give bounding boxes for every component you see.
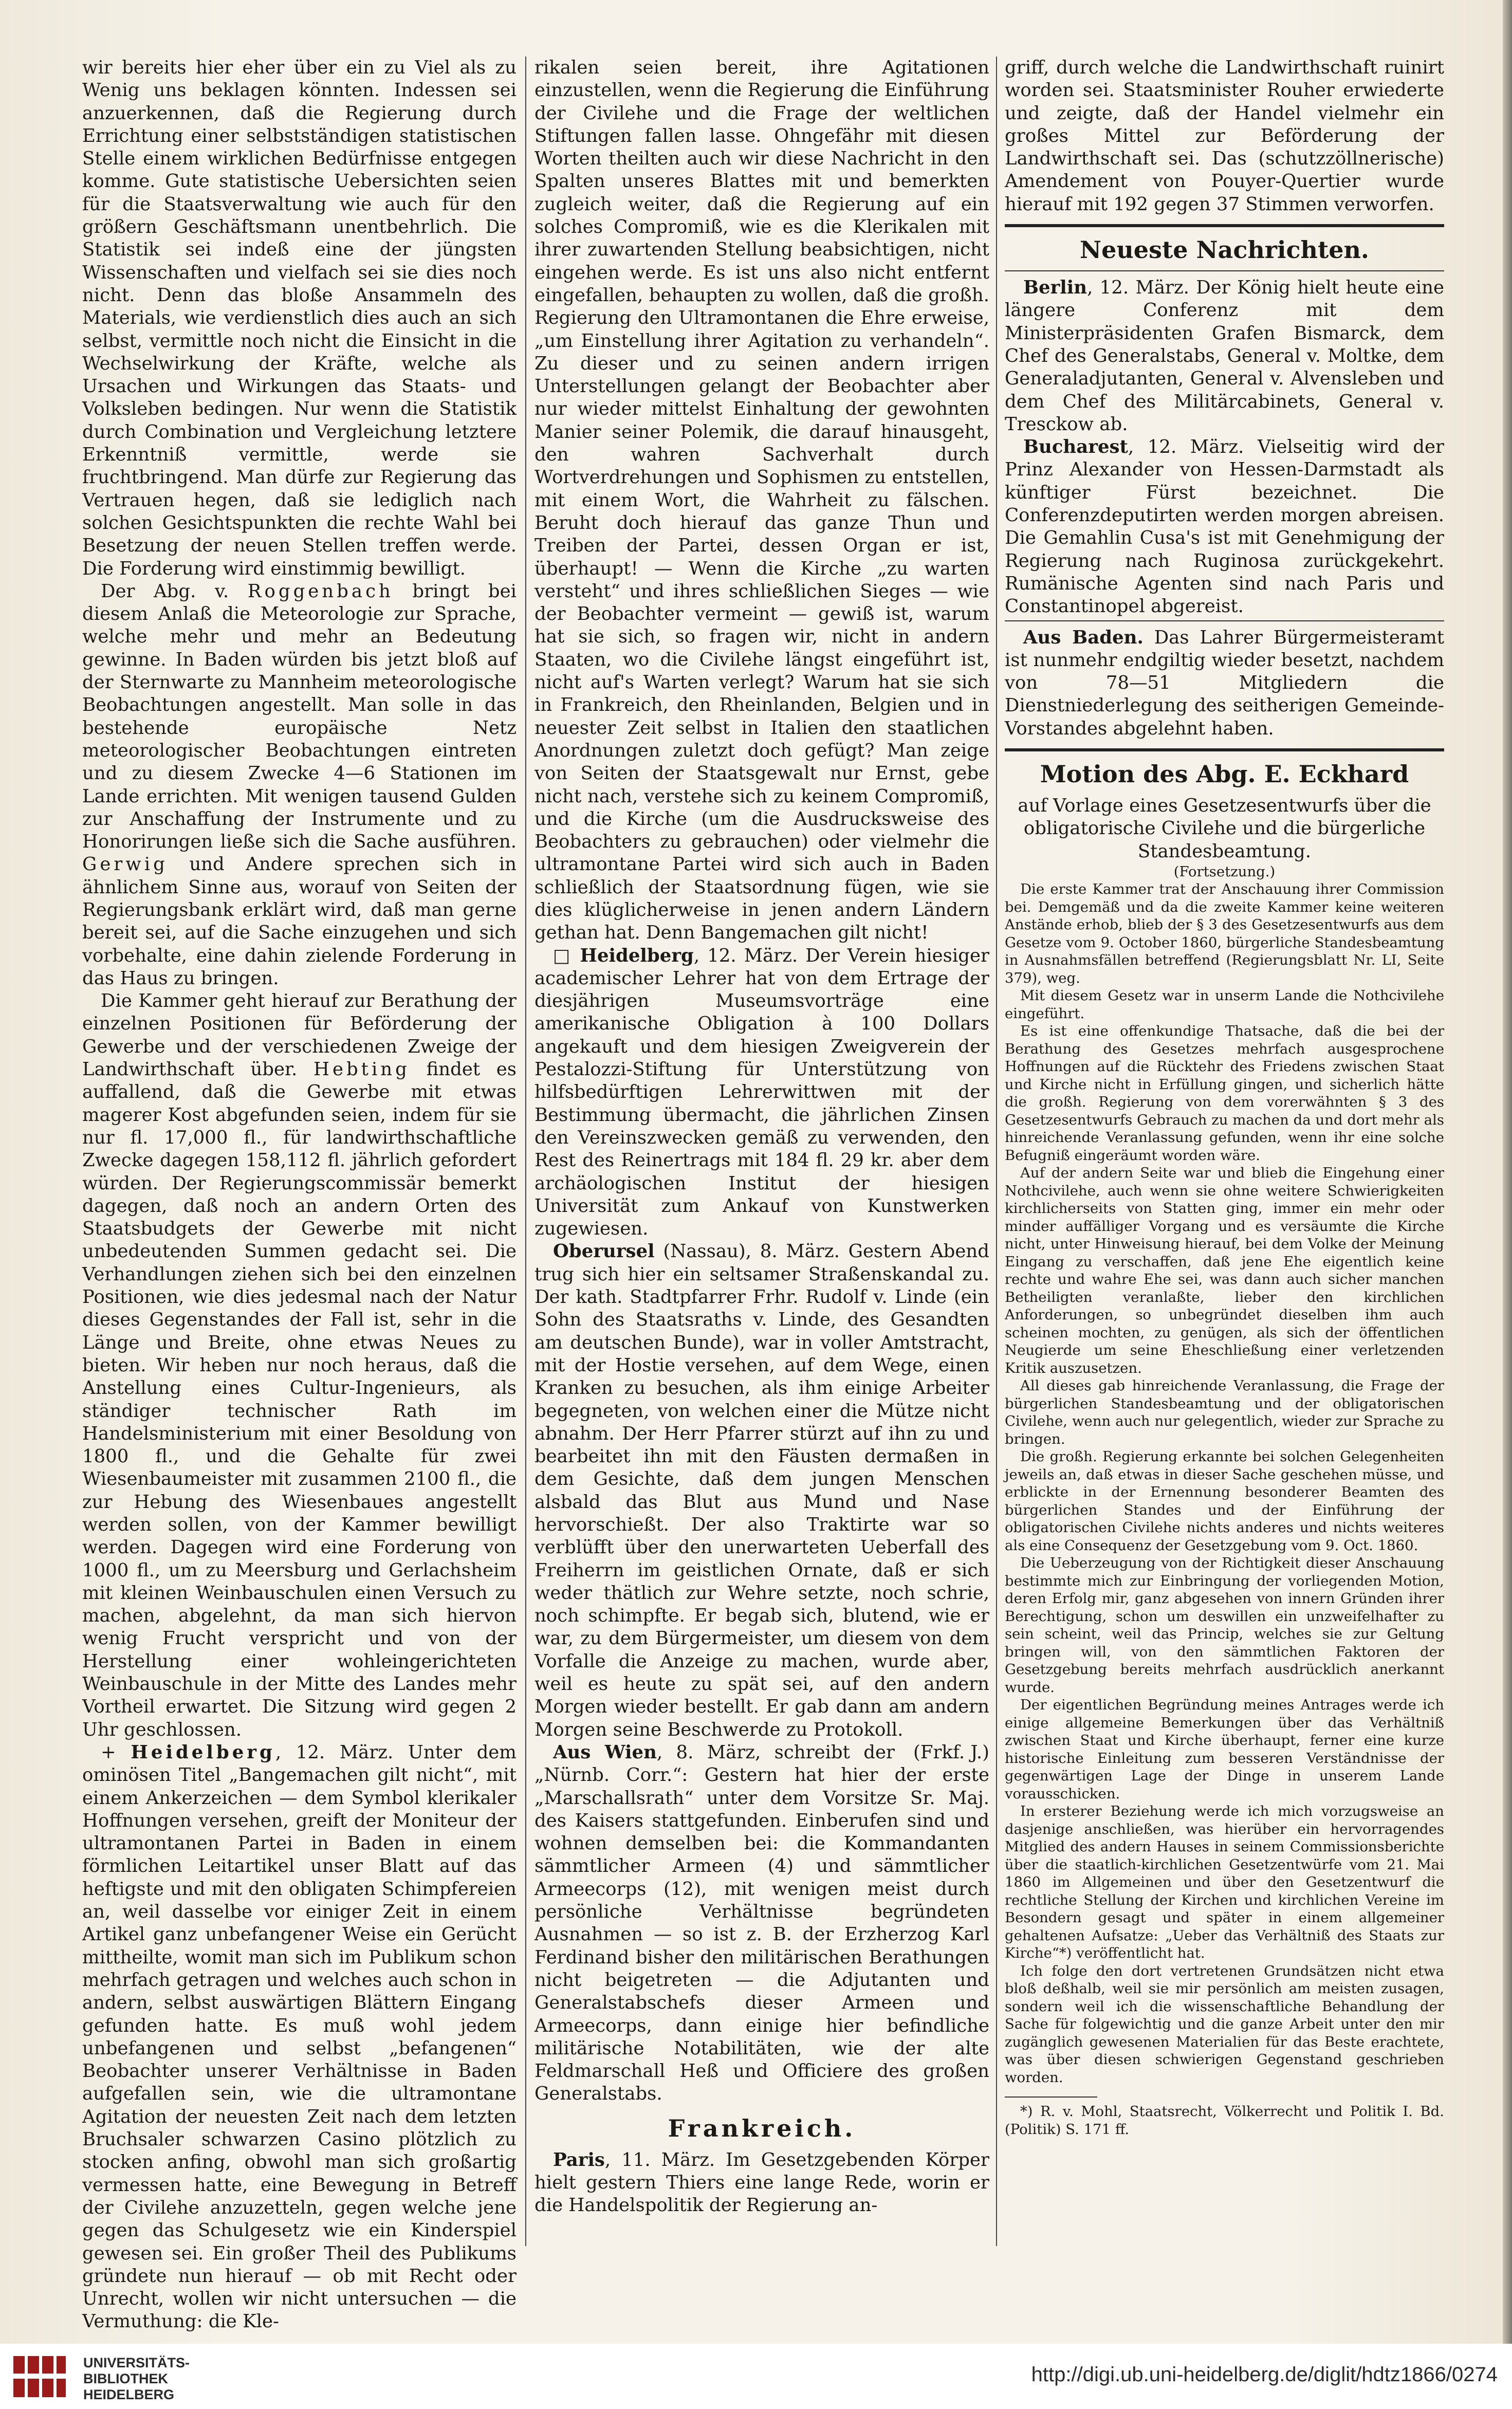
dateline-date: , 12. März. <box>693 945 798 966</box>
motion-paragraph: Mit diesem Gesetz war in unserm Lande die Nothcivilehe eingeführt. <box>1005 987 1444 1022</box>
dateline-date: , 8. März, <box>656 1741 761 1763</box>
dateline-place: Berlin <box>1023 277 1087 299</box>
column-rule-2 <box>996 57 997 2246</box>
article-paragraph: Oberursel (Nassau), 8. März. Gestern Abend trug sich hier ein seltsamer Straßenskandal zu. Der kath. Stadtpfarrer Frhr. Rudolf v. Linde (ein Sohn des Staatsraths v. Linde, des Gesandten am deutschen Bunde), war in voller Amtstracht, mit der Hostie versehen, auf dem Wege, einen Kranken zu besuchen, als ihm einige Arbeiter begegneten, von welchen einer die Mütze nicht abnahm. Der Herr Pfarrer stürzt auf ihn zu und bearbeitet ihn mit den Fäusten dermaßen in dem Gesichte, daß dem jungen Menschen alsbald das Blut aus Mund und Nase hervorschießt. Der also Traktirte war so verblüfft über den unerwarteten Ueberfall des Freiherrn im geistlichen Ornate, daß er sich weder thätlich zur Wehre setzte, noch schrie, noch schimpfte. Er begab sich, blutend, wie er war, zu dem Bürgermeister, um diesem von dem Vorfalle die Anzeige zu machen, wurde aber, weil es heute zu spät sei, auf den andern Morgen wieder bestellt. Er gab dann am andern Morgen seine Beschwerde zu Protokoll. (Frkf. J.) <box>534 1240 989 1741</box>
dateline-place: Bucharest <box>1023 436 1128 458</box>
section-rule <box>1005 270 1444 271</box>
dateline-mark: □ <box>553 945 573 966</box>
continuation-note: (Fortsetzung.) <box>1173 863 1276 880</box>
dateline-place: Aus Wien <box>553 1741 657 1763</box>
article-paragraph: griff, durch welche die Landwirthschaft ruinirt worden sei. Staatsminister Rouher erwiederte und zeigte, daß der Handel vielmehr ein großes Mittel zur Beförderung der Landwirthschaft sei. Das (schutzzöllnerische) Amendement von Pouyer-Quertier wurde hierauf mit 192 gegen 37 Stimmen verworfen. <box>1005 57 1444 215</box>
section-rule <box>1005 748 1444 751</box>
motion-subtitle: auf Vorlage eines Gesetzesentwurfs über die obligatorische Civilehe und die bürgerliche Standesbeamtung. <box>1018 795 1431 862</box>
dateline-date: , 12. März. <box>1087 277 1189 299</box>
motion-paragraph: Ich folge den dort vertretenen Grundsätzen nicht etwa bloß deßhalb, weil sie mir persönlich am meisten zusagen, sondern weil ich die wissenschaftliche Behandlung der Sache für folgewichtig und die ganze Arbeit unter den mir zugänglich gewesenen Materialien für das Beste erachtete, was über diesen schwierigen Gegenstand geschrieben worden. <box>1005 1962 1444 2086</box>
article-paragraph: + Heidelberg, 12. März. Unter dem ominösen Titel „Bangemachen gilt nicht“, mit einem Ankerzeichen — dem Symbol klerikaler Hoffnungen versehen, greift der Moniteur der ultramontanen Partei in Baden in einem förmlichen Leitartikel unser Blatt auf das heftigste und mit den obligaten Schimpfereien an, weil dasselbe vor einiger Zeit in einem Artikel ganz unbefangener Weise ein Gerücht mittheilte, womit man sich im Publikum schon mehrfach getragen und welches auch schon in andern, selbst auswärtigen Blättern Eingang gefunden hatte. Es muß wohl jedem unbefangenen und selbst „befangenen“ Beobachter unserer Verhältnisse in Baden aufgefallen sein, wie die ultramontane Agitation der neuesten Zeit nach dem letzten Bruchsaler schwarzen Casino plötzlich zu stocken anfing, obwohl man sich großartig vermessen hatte, eine Bewegung in Betreff der Civilehe anzuzetteln, gegen welche jene gegen das Schulgesetz wie ein Kinderspiel gewesen sei. Ein großer Theil des Publikums gründete nun hierauf — ob mit Recht oder Unrecht, wollen wir nicht untersuchen — die Vermuthung: die Kle- <box>82 1741 517 2332</box>
column-right <box>1005 57 1444 2267</box>
column-middle <box>534 57 989 2267</box>
article-paragraph: Der Abg. v. Roggenbach bringt bei diesem Anlaß die Meteorologie zur Sprache, welche mehr und mehr an Bedeutung gewinne. In Baden würden bis jetzt bloß auf der Sternwarte zu Mannheim meteorologische Beobachtungen angestellt. Man solle in das bestehende europäische Netz meteorologischer Beobachtungen eintreten und zu diesem Zwecke 4—6 Stationen im Lande errichten. Mit wenigen tausend Gulden zur Anschaffung der Instrumente und zu Honorirungen ließe sich die Sache ausführen. Gerwig und Andere sprechen sich in ähnlichem Sinne aus, worauf von Seiten der Regierungsbank erklärt wird, daß man gerne bereit sei, auf die Sache einzugehen und sich vorbehalte, eine dahin zielende Forderung in das Haus zu bringen. <box>82 580 517 989</box>
motion-body <box>1005 863 1444 2139</box>
dateline-place: Heidelberg <box>580 945 694 966</box>
column-left <box>82 57 517 2332</box>
dateline-date: (Nassau), 8. März. <box>663 1241 840 1262</box>
section-heading-news: Neueste Nachrichten. <box>1080 236 1369 264</box>
dateline-date: , 12. März. <box>275 1741 394 1763</box>
source-attribution: (Frkf. J.) <box>913 1741 989 1763</box>
section-rule <box>1005 620 1444 621</box>
dateline-place: Heidelberg <box>131 1741 275 1763</box>
dateline-mark: + <box>101 1741 116 1763</box>
article-paragraph: rikalen seien bereit, ihre Agitationen einzustellen, wenn die Regierung die Einführung der Civilehe und die Frage der weltlichen Stiftungen fallen lasse. Ohngefähr mit diesen Worten theilten auch wir diese Nachricht in den Spalten unseres Blattes mit und bemerkten zugleich weiter, daß die Regierung auf ein solches Compromiß, wie es die Klerikalen mit ihrer zuwartenden Stellung beabsichtigen, nicht eingehen werde. Es ist uns also nicht entfernt eingefallen, behaupten zu wollen, daß die großh. Regierung den Ultramontanen die Ehre erweise, „um Einstellung ihrer Agitation zu verhandeln“. Zu dieser und zu seinen andern irrigen Unterstellungen gelangt der Beobachter aber nur wieder mittelst Einhaltung der gewohnten Manier seiner Polemik, die darauf hinausgeht, den wahren Sachverhalt durch Wortverdrehungen und Sophismen zu entstellen, mit einem Wort, die Wahrheit zu fälschen. Beruht doch hierauf das ganze Thun und Treiben der Partei, dessen Organ er ist, überhaupt! — Wenn die Kirche „zu warten versteht“ und ihres schließlichen Sieges — wie der Beobachter vermeint — gewiß ist, warum hat sie sich, so fragen wir, nicht in andern Staaten, wo die Civilehe längst eingeführt ist, nicht auf's Warten verlegt? Warum hat sie sich in Frankreich, den Rheinlanden, Belgien und in neuester Zeit selbst in Italien den staatlichen Anordnungen zuletzt doch gefügt? Man zeige von Seiten der Staatsgewalt nur Ernst, gebe nicht nach, verstehe sich zu keinem Compromiß, und die Kirche (um die Ausdrucksweise des Beobachters zu gebrauchen) oder vielmehr die ultramontane Partei wird sich auch in Baden schließlich der Staatsordnung fügen, wie sie dies klüglicherweise in jenen andern Ländern gethan hat. Denn Bangemachen gilt nicht! <box>534 57 989 944</box>
person-name: Hebting <box>313 1059 410 1080</box>
article-paragraph: wir bereits hier eher über ein zu Viel als zu Wenig uns beklagen könnten. Indessen sei anzuerkennen, daß die Regierung durch Errichtung einer selbstständigen statistischen Stelle einem wirklichen Bedürfnisse entgegen komme. Gute statistische Uebersichten seien für die Staatsverwaltung wie auch für den größern Geschäftsmann unentbehrlich. Die Statistik sei indeß eine der jüngsten Wissenschaften und vielfach sei sie dies noch nicht. Denn das bloße Ansammeln des Materials, wie verdienstlich dies auch an sich selbst, vermittle noch nicht die Einsicht in die Wechselwirkung der Kräfte, welche als Ursachen und Wirkungen das Staats- und Volksleben bedingen. Nur wenn die Statistik durch Combination und Vergleichung letztere Erkenntniß vermittle, werde sie fruchtbringend. Man dürfe zur Regierung das Vertrauen hegen, daß sie lediglich nach solchen Gesichtspunkten die rechte Wahl bei Besetzung der neuen Stellen treffen werde. Die Forderung wird einstimmig bewilligt. <box>82 57 517 579</box>
section-heading-motion: Motion des Abg. E. Eckhard <box>1040 760 1409 788</box>
person-name: Roggenbach <box>247 580 394 602</box>
scan-edge-shadow <box>1503 0 1512 2344</box>
article-paragraph: Aus Wien, 8. März, schreibt der „Nürnb. Corr.“: Gestern hat hier der erste „Marschallsrath“ unter dem Vorsitze Sr. Maj. des Kaisers stattgefunden. Einberufen sind und wohnen demselben bei: die Kommandanten sämmtlicher Armeen (4) und sämmtlicher Armeecorps (12), mit wenigen meist durch persönliche Verhältnisse begründeten Ausnahmen — so ist z. B. der Erzherzog Karl Ferdinand bisher den militärischen Berathungen nicht beigetreten — die Adjutanten und Generalstabschefs dieser Armeen und Armeecorps, dann einige hier befindliche militärische Notabilitäten, wie der alte Feldmarschall Heß und Officiere des großen Generalstabs. <box>534 1741 989 2105</box>
section-heading-france: Frankreich. <box>668 2114 856 2142</box>
motion-paragraph: All dieses gab hinreichende Veranlassung, die Frage der bürgerlichen Standesbeamtung und der obligatorischen Civilehe, wenn auch nur gelegentlich, wieder zur Sprache zu bringen. <box>1005 1377 1444 1447</box>
dateline-place: Aus Baden. <box>1023 627 1144 648</box>
permalink-url[interactable]: http://digi.ub.uni-heidelberg.de/diglit/hdtz1866/0274 <box>1031 2363 1498 2386</box>
dateline-place: Paris <box>553 2149 605 2171</box>
motion-paragraph: Der eigentlichen Begründung meines Antrages werde ich einige allgemeine Bemerkungen über das Verhältniß zwischen Staat und Kirche überhaupt, ferner eine kurze historische Einleitung zum besseren Verständnisse der gegenwärtigen Lage der Dinge in unserem Lande vorausschicken. <box>1005 1697 1444 1802</box>
motion-paragraph: Die erste Kammer trat der Anschauung ihrer Commission bei. Demgemäß und da die zweite Kammer keine weiteren Anstände erhob, blieb der § 3 des Gesetzesentwurfs aus dem Gesetze vom 9. October 1860, bürgerliche Standesbeamtung in Ausnahmsfällen betreffend (Regierungsblatt Nr. LI, Seite 379), weg. <box>1005 881 1444 986</box>
person-name: Gerwig <box>82 854 168 875</box>
dateline-date: , 12. März. <box>1128 436 1244 458</box>
motion-paragraph: Die großh. Regierung erkannte bei solchen Gelegenheiten jeweils an, daß etwas in dieser Sache geschehen müsse, und erblickte in der Ernennung besonderer Beamten des bürgerlichen Standes und der Einführung der obligatorischen Civilehe nichts anderes und nichts weiteres als eine Consequenz der Gesetzgebung vom 9. Oct. 1860. <box>1005 1448 1444 1554</box>
article-paragraph: Paris, 11. März. Im Gesetzgebenden Körper hielt gestern Thiers eine lange Rede, worin er die Handelspolitik der Regierung an- <box>534 2149 989 2216</box>
motion-paragraph: Die Ueberzeugung von der Richtigkeit dieser Anschauung bestimmte mich zur Einbringung der vorliegenden Motion, deren Erfolg mir, ganz abgesehen von innern Gründen ihrer Berechtigung, schon um deswillen ein unzweifelhafter zu sein scheint, weil das Princip, welches sie zur Geltung bringen will, von den sämmtlichen Faktoren der Gesetzgebung bereits mehrfach ausdrücklich anerkannt wurde. <box>1005 1555 1444 1696</box>
news-item: Bucharest, 12. März. Vielseitig wird der Prinz Alexander von Hessen-Darmstadt als künftiger Fürst bezeichnet. Die Conferenzdeputirten werden morgen abreisen. Die Gemahlin Cusa's ist mit Genehmigung der Regierung nach Ruginosa zurückgekehrt. Rumänische Agenten sind nach Paris und Constantinopel abgereist. <box>1005 436 1444 617</box>
section-rule <box>1005 224 1444 227</box>
dateline-date: , 11. März. <box>604 2149 715 2171</box>
news-item: Berlin, 12. März. Der König hielt heute eine längere Conferenz mit dem Ministerpräsidenten Grafen Bismarck, dem Chef des Generalstabs, General v. Moltke, dem Generaladjutanten, General v. Alvensleben und dem Chef des Militärcabinets, General v. Tresckow ab. <box>1005 277 1444 435</box>
footnote: *) R. v. Mohl, Staatsrecht, Völkerrecht und Politik I. Bd. (Politik) S. 171 ff. <box>1005 2103 1444 2138</box>
motion-paragraph: In ersterer Beziehung werde ich mich vorzugsweise an dasjenige anschließen, was hierüber ein hervorragendes Mitglied des andern Hauses in seinem Commissionsberichte über die staatlich-kirchlichen Gesetzentwürfe vom 21. Mai 1860 im Allgemeinen und über den Gesetzentwurf die rechtliche Stellung der Kirchen und kirchlichen Vereine im Besondern gesagt und später in einem allgemeiner gehaltenen Aufsatze: „Ueber das Verhältniß des Staats zur Kirche“*) veröffentlicht hat. <box>1005 1803 1444 1962</box>
article-paragraph: Die Kammer geht hierauf zur Berathung der einzelnen Positionen für Beförderung der Gewerbe und der verschiedenen Zweige der Landwirthschaft über. Hebting findet es auffallend, daß die Gewerbe mit etwas magerer Kost abgefunden seien, indem für sie nur fl. 17,000 fl., für landwirthschaftliche Zwecke dagegen 158,112 fl. jährlich gefordert würden. Der Regierungscommissär bemerkt dagegen, daß noch an andern Orten des Staatsbudgets der Gewerbe mit nicht unbedeutenden Summen gedacht sei. Die Verhandlungen ziehen sich bei den einzelnen Positionen, wie dies jedesmal nach der Natur dieses Gegenstandes der Fall ist, sehr in die Länge und Breite, ohne etwas Neues zu bieten. Wir heben nur noch heraus, daß die Anstellung eines Cultur-Ingenieurs, als ständiger technischer Rath im Handelsministerium mit einer Besoldung von 1800 fl., und die Gehalte für zwei Wiesenbaumeister mit zusammen 2100 fl., die zur Hebung des Wiesenbaues angestellt werden sollen, von der Kammer bewilligt werden. Dagegen wird eine Forderung von 1000 fl., um zu Meersburg und Gerlachsheim mit kleinen Weinbauschulen einen Versuch zu machen, abgelehnt, da man sich hiervon wenig Frucht verspricht und von der Herstellung einer wohleingerichteten Weinbauschule in der Mitte des Landes mehr Vortheil erwartet. Die Sitzung wird gegen 2 Uhr geschlossen. <box>82 990 517 1740</box>
library-name: UNIVERSITÄTS- BIBLIOTHEK HEIDELBERG <box>83 2355 190 2402</box>
university-library-logo-icon <box>11 2353 68 2400</box>
motion-paragraph: Es ist eine offenkundige Thatsache, daß die bei der Berathung des Gesetzes mehrfach ausgesprochene Hoffnungen auf die Rücktehr des Friedens zwischen Staat und Kirche nicht in Erfüllung gingen, und sicherlich hätte die großh. Regierung von dem vorerwähnten § 3 des Gesetzesentwurfs Gebrauch zu machen da und dort mehr als hinreichende Veranlassung gefunden, wenn ihr eine solche Befugniß eingeräumt worden wäre. <box>1005 1023 1444 1164</box>
library-footer <box>0 2344 1512 2409</box>
dateline-place: Oberursel <box>553 1241 655 1262</box>
news-item: Aus Baden. Das Lahrer Bürgermeisteramt ist nunmehr endgiltig wieder besetzt, nachdem von 78—51 Mitgliedern die Dienstniederlegung des seitherigen Gemeinde-Vorstandes abgelehnt haben. <box>1005 627 1444 739</box>
column-rule-1 <box>525 57 526 2246</box>
footnote-rule <box>1005 2097 1097 2098</box>
article-paragraph: □ Heidelberg, 12. März. Der Verein hiesiger academischer Lehrer hat von dem Ertrage der diesjährigen Museumsvorträge eine amerikanische Obligation à 100 Dollars angekauft und dem hiesigen Zweigverein der Pestalozzi-Stiftung für Unterstützung von hilfsbedürftigen Lehrerwittwen mit der Bestimmung übermacht, die jährlichen Zinsen den Vereinszwecken gemäß zu verwenden, den Rest des Reinertrags mit 184 fl. 29 kr. aber dem archäologischen Institut der hiesigen Universität zum Ankauf von Kunstwerken zugewiesen. <box>534 945 989 1240</box>
motion-paragraph: Auf der andern Seite war und blieb die Eingehung einer Nothcivilehe, auch wenn sie ohne weitere Schwierigkeiten kirchlicherseits von Statten ging, immer ein mehr oder minder auffälliger Vorgang und es versäumte die Kirche nicht, unter Hinweisung hierauf, bei dem Volke der Meinung Eingang zu verschaffen, daß jene Ehe eigentlich keine rechte und wahre Ehe sei, was dann auch sicher manchen Betheiligten veranlaßte, lieber den kirchlichen Anforderungen, so unbegründet dieselben ihm auch scheinen mochten, zu genügen, als sich der öffentlichen Neugierde um seine Eheschließung einer verletzenden Kritik auszusetzen. <box>1005 1165 1444 1376</box>
